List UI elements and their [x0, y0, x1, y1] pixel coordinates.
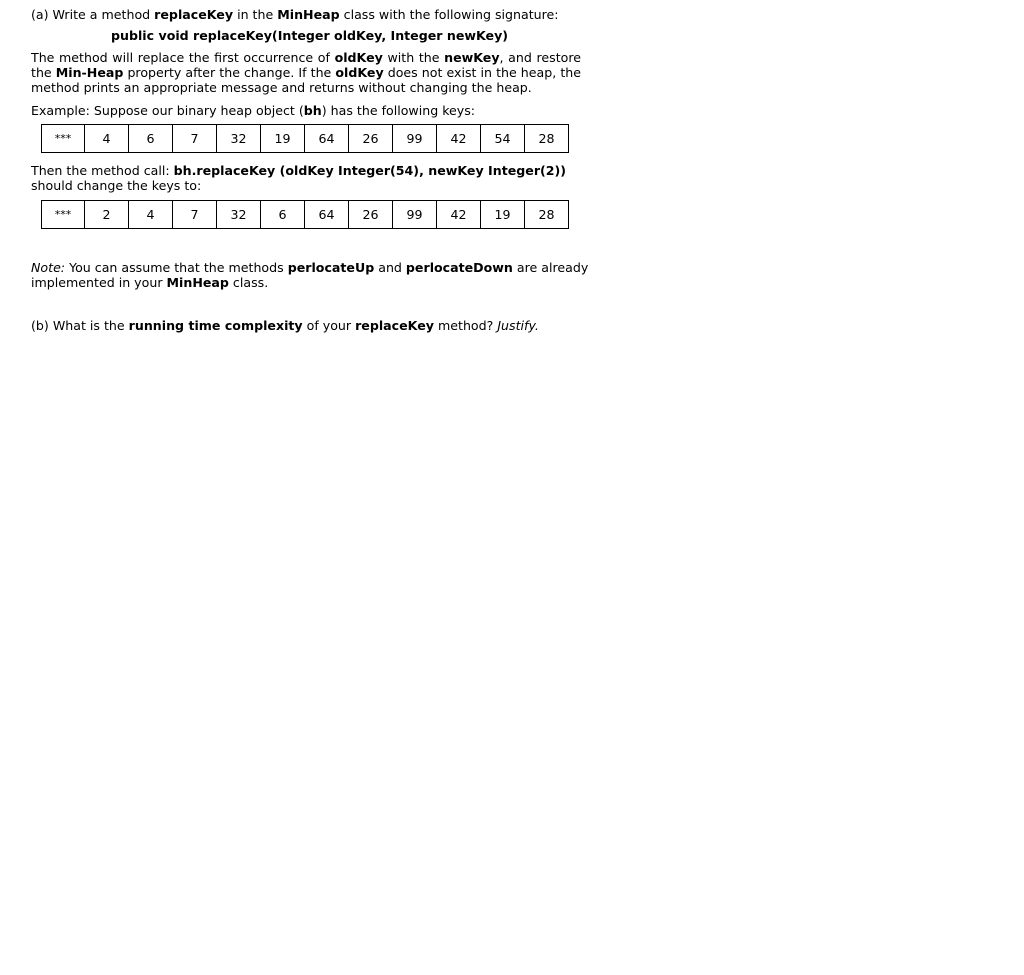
call-text: Then the method call: [31, 163, 174, 178]
part-a-text: in the [233, 7, 278, 22]
example-intro [31, 103, 475, 119]
heap-key-cell: 6 [261, 201, 305, 229]
part-a-text: (a) Write a method [31, 7, 155, 22]
heap-key-cell: 28 [525, 125, 569, 153]
heap-key-cell: 4 [129, 201, 173, 229]
description-bold: oldKey [335, 64, 384, 80]
note-text: class. [228, 275, 269, 290]
heap-key-cell: 32 [217, 125, 261, 153]
method-signature: public void replaceKey(Integer oldKey, Integer newKey) [111, 28, 509, 43]
part-b-bold: replaceKey [355, 318, 434, 333]
part-b-text: method? [433, 318, 498, 333]
heap-key-cell: 19 [481, 201, 525, 229]
heap-key-cell: 26 [349, 201, 393, 229]
example-text: Example: Suppose our binary heap object ( [31, 103, 304, 118]
heap-array-before [41, 124, 569, 153]
note-text: are already implemented in your [31, 260, 589, 290]
description-text: does not exist in the heap, the method prints an appropriate message and returns without changing the heap. [31, 64, 581, 95]
part-a-text: class with the following signature: [339, 7, 559, 22]
description-text: The method will replace the first occurrence of [31, 50, 335, 65]
note-bold: perlocateUp [287, 260, 375, 275]
description-text: property after the change. If the [123, 64, 336, 80]
implementation-note [31, 260, 591, 290]
note-text: You can assume that the methods [65, 260, 288, 275]
heap-key-cell: 54 [481, 125, 525, 153]
call-text: should change the keys to: [31, 178, 202, 193]
heap-key-cell: 7 [173, 125, 217, 153]
call-code: bh.replaceKey (oldKey Integer(54), newKey Integer(2)) [173, 163, 567, 178]
heap-key-cell: 19 [261, 125, 305, 153]
class-name: MinHeap [277, 7, 340, 22]
method-description [31, 51, 581, 95]
example-text: ) has the following keys: [321, 103, 476, 118]
note-bold: perlocateDown [405, 260, 513, 275]
part-a-prompt [31, 7, 559, 23]
heap-key-cell: 6 [129, 125, 173, 153]
heap-key-cell: 32 [217, 201, 261, 229]
description-bold: Min-Heap [55, 64, 124, 80]
method-call-example [31, 163, 581, 193]
part-b-bold: running time complexity [128, 318, 303, 333]
heap-key-cell: 99 [393, 201, 437, 229]
part-b-prompt [31, 318, 539, 334]
heap-array-row [42, 125, 569, 153]
heap-key-cell: 64 [305, 125, 349, 153]
heap-sentinel-cell: *** [42, 201, 85, 229]
method-name: replaceKey [154, 7, 234, 22]
heap-key-cell: 26 [349, 125, 393, 153]
heap-key-cell: 28 [525, 201, 569, 229]
description-bold: oldKey [334, 50, 383, 65]
heap-key-cell: 2 [85, 201, 129, 229]
part-b-text: of your [302, 318, 356, 333]
part-b-text: (b) What is the [31, 318, 129, 333]
heap-key-cell: 7 [173, 201, 217, 229]
heap-sentinel-cell: *** [42, 125, 85, 153]
description-text: , and restore the [31, 50, 581, 80]
heap-key-cell: 4 [85, 125, 129, 153]
note-label: Note: [31, 260, 66, 275]
heap-key-cell: 64 [305, 201, 349, 229]
description-bold: newKey [444, 50, 500, 65]
heap-array-after [41, 200, 569, 229]
heap-key-cell: 42 [437, 125, 481, 153]
note-bold: MinHeap [166, 275, 229, 290]
note-text: and [374, 260, 406, 275]
heap-key-cell: 99 [393, 125, 437, 153]
heap-key-cell: 42 [437, 201, 481, 229]
description-text: with the [382, 50, 445, 65]
part-b-italic: Justify. [497, 318, 539, 333]
heap-array-row [42, 201, 569, 229]
example-bold: bh [303, 103, 322, 118]
